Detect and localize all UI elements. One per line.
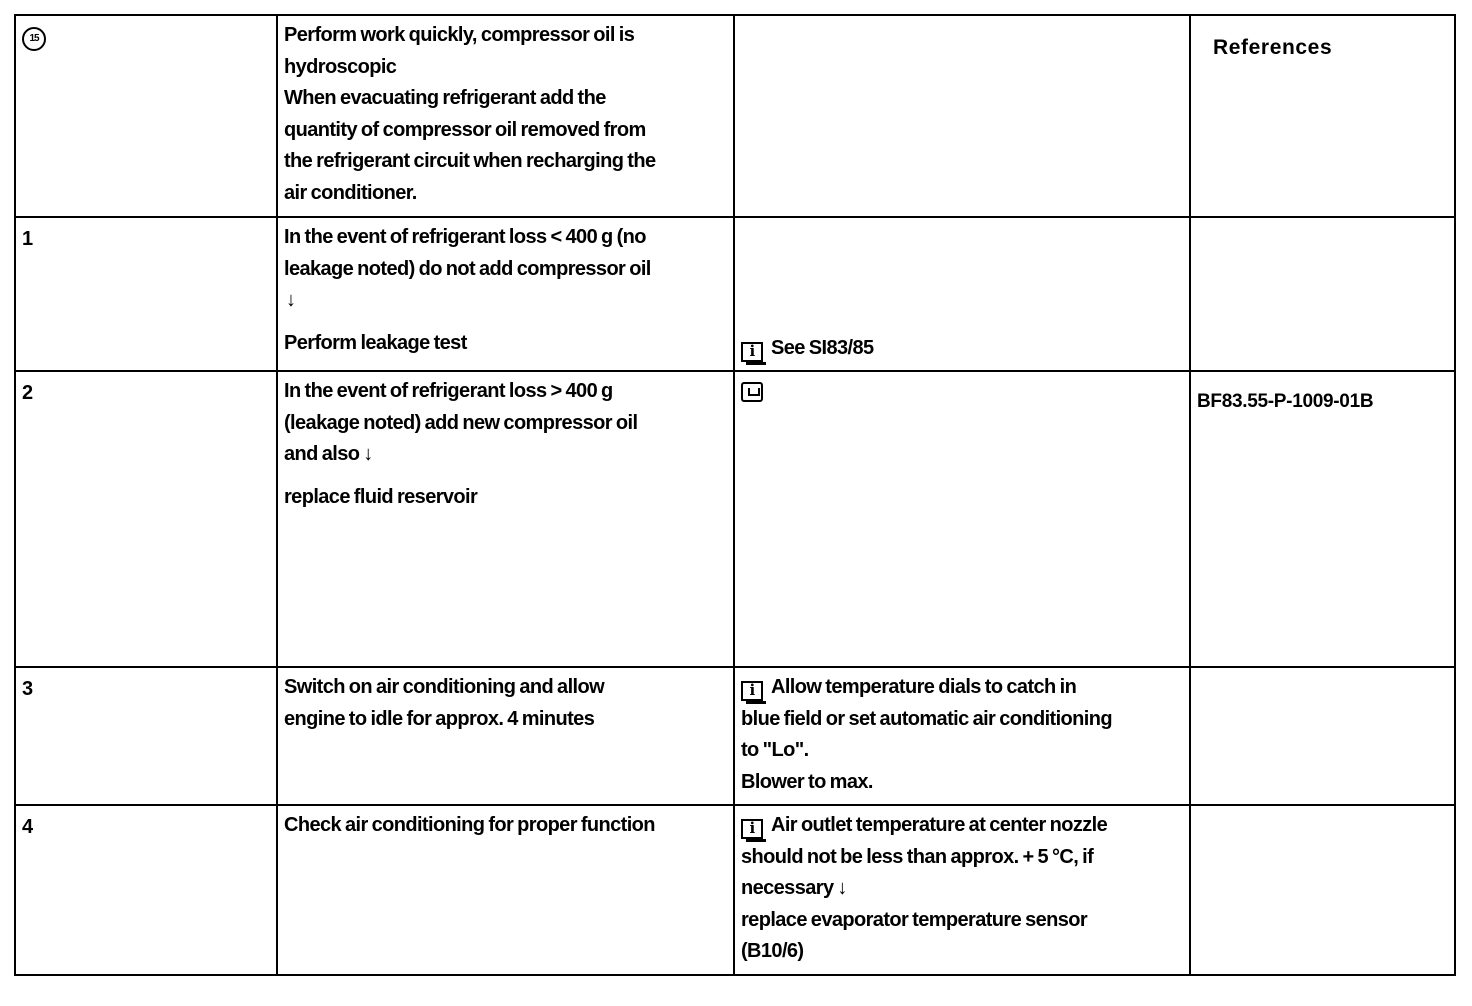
procedure-table	[14, 14, 1456, 976]
action-line: In the event of refrigerant loss > 400 g	[284, 380, 613, 402]
note-line: hydroscopic	[284, 55, 397, 78]
note-text: See SI83/85	[771, 336, 874, 359]
step-badge-icon: 15	[22, 27, 46, 51]
step-number-cell	[15, 805, 277, 975]
step-number-cell	[15, 371, 277, 667]
step-number-cell	[15, 667, 277, 805]
step-row	[15, 805, 1455, 975]
action-line: engine to idle for approx. 4 minutes	[284, 707, 595, 730]
arrow-down-icon: ↓	[286, 289, 296, 311]
note-text: replace evaporator temperature sensor	[741, 908, 1088, 931]
step-note-cell	[734, 805, 1190, 975]
note-line: When evacuating refrigerant add the	[284, 87, 606, 109]
info-icon: i	[741, 819, 763, 839]
step-row	[15, 217, 1455, 371]
note-text: to "Lo".	[741, 739, 809, 761]
empty-note-cell	[734, 15, 1190, 217]
note-line: air conditioner.	[284, 181, 417, 204]
step-reference-cell	[1190, 805, 1455, 975]
action-line: Check air conditioning for proper function	[284, 814, 655, 836]
references-heading: References	[1213, 36, 1333, 59]
note-text: Allow temperature dials to catch in	[771, 676, 1077, 698]
action-line: leakage noted) do not add compressor oil	[284, 257, 651, 280]
step-number: 1	[22, 228, 33, 250]
action-line: In the event of refrigerant loss < 400 g (no	[284, 226, 646, 248]
note-line: Perform work quickly, compressor oil is	[284, 24, 635, 46]
step-action-cell	[277, 371, 734, 667]
note-text: necessary ↓	[741, 877, 847, 899]
note-text: should not be less than approx. + 5 °C, if	[741, 845, 1094, 868]
step-reference-cell	[1190, 667, 1455, 805]
action-line: (leakage noted) add new compressor oil	[284, 411, 638, 434]
step-action-cell	[277, 217, 734, 371]
step-row	[15, 371, 1455, 667]
note-text: blue field or set automatic air conditioning	[741, 707, 1112, 730]
step-number: 2	[22, 382, 33, 404]
action-line: and also ↓	[284, 443, 373, 465]
note-line: quantity of compressor oil removed from	[284, 118, 646, 141]
info-icon: i	[741, 681, 763, 701]
tool-icon	[741, 382, 763, 402]
step-action-cell	[277, 805, 734, 975]
step-note-cell	[734, 217, 1190, 371]
general-note-cell	[277, 15, 734, 217]
action-tail: Perform leakage test	[284, 331, 467, 354]
note-text: Blower to max.	[741, 770, 873, 793]
step-number-cell	[15, 217, 277, 371]
step-reference-cell	[1190, 371, 1455, 667]
step-action-cell	[277, 667, 734, 805]
header-row	[15, 15, 1455, 217]
step-note-cell	[734, 371, 1190, 667]
info-icon: i	[741, 342, 763, 362]
action-tail: replace fluid reservoir	[284, 485, 478, 508]
step-number: 4	[22, 816, 33, 838]
action-line: Switch on air conditioning and allow	[284, 676, 605, 698]
badge-cell	[15, 15, 277, 217]
references-header-cell	[1190, 15, 1455, 217]
step-note-cell	[734, 667, 1190, 805]
step-reference-cell	[1190, 217, 1455, 371]
step-row	[15, 667, 1455, 805]
note-text: (B10/6)	[741, 940, 804, 962]
note-line: the refrigerant circuit when recharging the	[284, 150, 656, 172]
note-text: Air outlet temperature at center nozzle	[771, 814, 1108, 836]
reference-code: BF83.55-P-1009-01B	[1197, 391, 1374, 412]
step-number: 3	[22, 678, 33, 700]
